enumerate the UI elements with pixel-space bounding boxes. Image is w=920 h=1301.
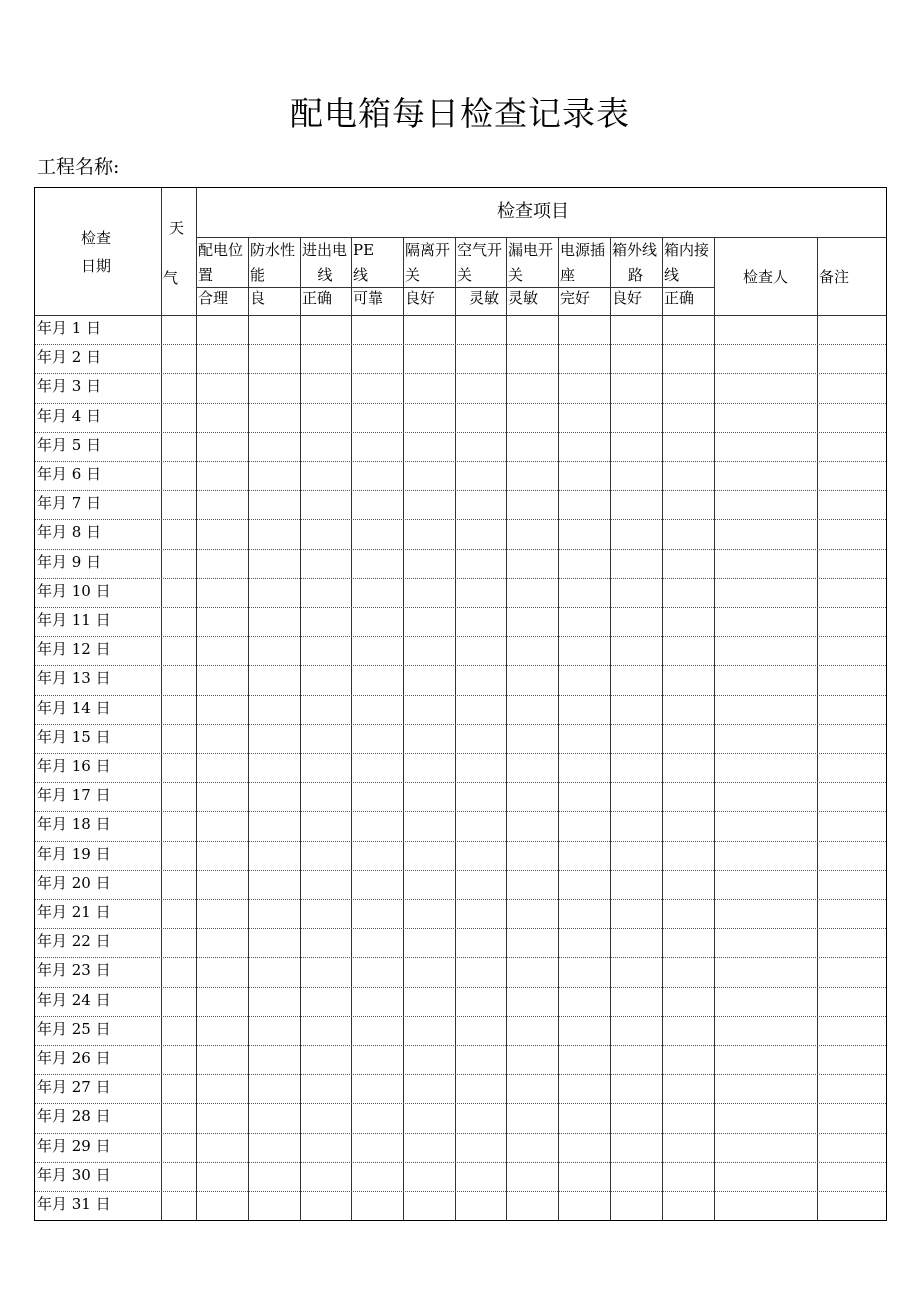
row-divider-line xyxy=(35,1162,886,1163)
item-header-line2: 关 xyxy=(508,266,524,284)
inspection-table xyxy=(34,187,887,1221)
date-header: 检查 xyxy=(81,229,112,247)
item-header-line2: 线 xyxy=(317,266,333,284)
row-divider-line xyxy=(35,957,886,958)
item-standard: 良 xyxy=(250,289,266,307)
item-header-line1: PE xyxy=(353,241,375,259)
item-header-line2: 座 xyxy=(560,266,576,284)
item-header-line1: 漏电开 xyxy=(508,241,554,259)
row-divider-line xyxy=(35,987,886,988)
item-header-line1: 隔离开 xyxy=(405,241,451,259)
date-cell: 年月 24 日 xyxy=(37,990,111,1009)
row-divider-line xyxy=(35,1045,886,1046)
item-header-line2: 置 xyxy=(198,266,214,284)
weather-header: 天 xyxy=(169,219,185,237)
row-divider-line xyxy=(35,665,886,666)
row-divider-line xyxy=(35,841,886,842)
column-line xyxy=(817,237,818,1220)
date-cell: 年月 26 日 xyxy=(37,1049,111,1067)
item-header-line2: 线 xyxy=(664,266,680,284)
date-cell: 年月 7 日 xyxy=(37,494,102,513)
date-cell: 年月 20 日 xyxy=(37,873,111,892)
date-cell: 年月 18 日 xyxy=(37,815,111,834)
date-cell: 年月 15 日 xyxy=(37,727,111,746)
column-line xyxy=(610,237,611,1220)
item-standard: 正确 xyxy=(302,289,333,307)
date-cell: 年月 9 日 xyxy=(37,552,102,571)
row-divider-line xyxy=(35,490,886,491)
date-cell: 年月 29 日 xyxy=(37,1136,111,1155)
item-header-line1: 配电位 xyxy=(198,241,244,259)
date-cell: 年月 30 日 xyxy=(37,1165,111,1184)
date-cell: 年月 21 日 xyxy=(37,903,111,921)
date-cell: 年月 2 日 xyxy=(37,348,102,367)
column-line xyxy=(403,237,404,1220)
date-cell: 年月 28 日 xyxy=(37,1107,111,1126)
item-header-line2: 能 xyxy=(250,266,266,284)
date-cell: 年月 3 日 xyxy=(37,377,102,396)
row-divider-line xyxy=(35,373,886,374)
row-divider-line xyxy=(35,724,886,725)
date-cell: 年月 11 日 xyxy=(37,611,111,629)
item-header-line1: 箱外线 xyxy=(612,241,658,259)
column-line xyxy=(662,237,663,1220)
project-name-label: 工程名称: xyxy=(37,156,120,178)
header-bottom-line xyxy=(35,315,886,316)
row-divider-line xyxy=(35,753,886,754)
inspector-header: 检查人 xyxy=(743,268,789,286)
row-divider-line xyxy=(35,344,886,345)
date-cell: 年月 10 日 xyxy=(37,581,111,600)
row-divider-line xyxy=(35,1133,886,1134)
row-divider-line xyxy=(35,1074,886,1075)
row-divider-line xyxy=(35,811,886,812)
row-divider-line xyxy=(35,432,886,433)
item-standard: 灵敏 xyxy=(469,289,500,307)
column-line xyxy=(161,188,162,1220)
item-standard: 合理 xyxy=(198,289,229,307)
row-divider-line xyxy=(35,1016,886,1017)
column-line xyxy=(506,237,507,1220)
item-standard: 可靠 xyxy=(353,289,384,307)
row-divider-line xyxy=(35,695,886,696)
date-cell: 年月 27 日 xyxy=(37,1078,111,1097)
date-cell: 年月 16 日 xyxy=(37,757,111,775)
weather-header-line2: 气 xyxy=(163,269,179,287)
column-line xyxy=(196,188,197,1220)
column-line xyxy=(455,237,456,1220)
remarks-header: 备注 xyxy=(819,268,850,286)
item-header-line2: 线 xyxy=(353,266,369,284)
item-header-line1: 箱内接 xyxy=(664,241,710,259)
date-cell: 年月 1 日 xyxy=(37,319,102,337)
row-divider-line xyxy=(35,1191,886,1192)
row-divider-line xyxy=(35,519,886,520)
item-header-line2: 关 xyxy=(405,266,421,284)
column-line xyxy=(300,237,301,1220)
item-standard: 良好 xyxy=(405,289,436,307)
column-line xyxy=(558,237,559,1220)
date-cell: 年月 23 日 xyxy=(37,961,111,980)
date-cell: 年月 13 日 xyxy=(37,669,111,688)
row-divider-line xyxy=(35,403,886,404)
item-standard: 良好 xyxy=(612,289,643,307)
date-cell: 年月 14 日 xyxy=(37,698,111,717)
row-divider-line xyxy=(35,578,886,579)
item-header-line1: 进出电 xyxy=(302,241,348,259)
items-heading: 检查项目 xyxy=(497,201,569,222)
row-divider-line xyxy=(35,607,886,608)
item-header-line2: 关 xyxy=(457,266,473,284)
item-header-line1: 空气开 xyxy=(457,241,503,259)
date-cell: 年月 8 日 xyxy=(37,523,102,542)
row-divider-line xyxy=(35,461,886,462)
item-standard: 正确 xyxy=(664,289,695,307)
date-cell: 年月 22 日 xyxy=(37,932,111,951)
date-cell: 年月 4 日 xyxy=(37,406,102,425)
column-line xyxy=(714,237,715,1220)
item-header-line1: 防水性 xyxy=(250,241,296,259)
item-header-line2: 路 xyxy=(628,266,644,284)
date-cell: 年月 5 日 xyxy=(37,435,102,454)
row-divider-line xyxy=(35,782,886,783)
date-cell: 年月 6 日 xyxy=(37,465,102,483)
item-header-line1: 电源插 xyxy=(560,241,606,259)
date-cell: 年月 12 日 xyxy=(37,640,111,659)
item-standard: 完好 xyxy=(560,289,591,307)
date-cell: 年月 17 日 xyxy=(37,786,111,805)
row-divider-line xyxy=(35,928,886,929)
row-divider-line xyxy=(35,870,886,871)
column-line xyxy=(351,237,352,1220)
row-divider-line xyxy=(35,549,886,550)
date-cell: 年月 31 日 xyxy=(37,1195,111,1213)
page-title: 配电箱每日检查记录表 xyxy=(290,94,630,133)
date-cell: 年月 19 日 xyxy=(37,844,111,863)
row-divider-line xyxy=(35,899,886,900)
date-header-line2: 日期 xyxy=(81,257,112,275)
row-divider-line xyxy=(35,636,886,637)
date-cell: 年月 25 日 xyxy=(37,1019,111,1038)
row-divider-line xyxy=(35,1103,886,1104)
column-line xyxy=(248,237,249,1220)
item-standard: 灵敏 xyxy=(508,289,539,307)
